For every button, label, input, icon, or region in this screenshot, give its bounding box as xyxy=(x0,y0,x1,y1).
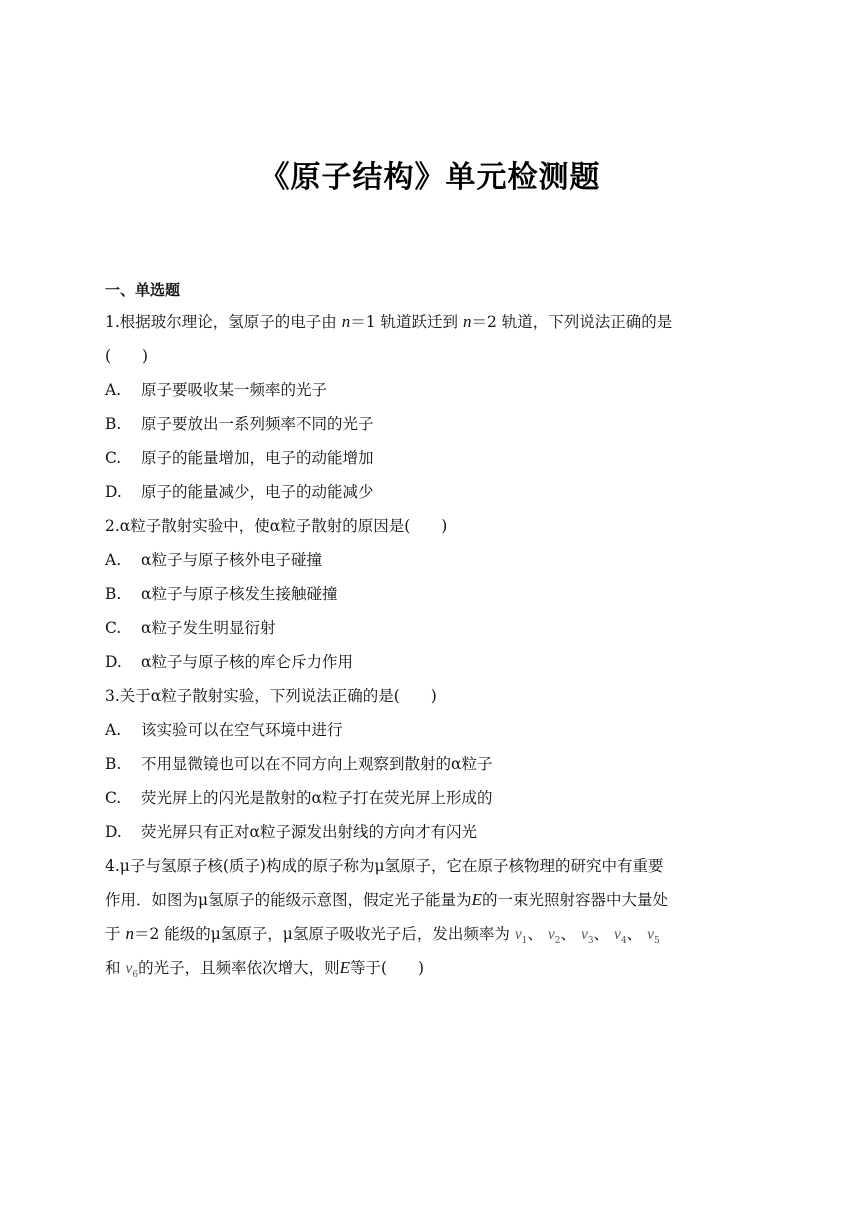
separator: 、 xyxy=(527,925,543,943)
question-4-line-1: 4.μ子与氢原子核(质子)构成的原子称为μ氢原子，它在原子核物理的研究中有重要 xyxy=(105,857,664,875)
variable-n: n xyxy=(341,312,351,331)
question-3-option-a[interactable] xyxy=(105,720,343,740)
variable-n: n xyxy=(125,924,134,943)
option-letter: D. xyxy=(105,653,122,671)
stem-text: 的一束光照射容器中大量处 xyxy=(481,891,668,909)
question-4-line-2 xyxy=(105,890,668,910)
option-text: 原子的能量减少，电子的动能减少 xyxy=(141,483,374,501)
stem-text: 和 xyxy=(105,959,126,977)
option-letter: C. xyxy=(105,789,122,807)
option-letter: A. xyxy=(105,381,122,399)
subscript: 4 xyxy=(620,936,627,947)
option-text: α粒子与原子核外电子碰撞 xyxy=(141,551,322,569)
option-text: 原子要吸收某一频率的光子 xyxy=(141,381,328,399)
subscript: 5 xyxy=(654,936,660,947)
nu-symbol: ν xyxy=(547,926,555,943)
nu-symbol: ν xyxy=(614,926,621,943)
option-letter: B. xyxy=(105,755,122,773)
question-1-option-b[interactable] xyxy=(105,414,374,434)
option-letter: B. xyxy=(105,585,122,603)
option-letter: A. xyxy=(105,551,122,569)
nu-symbol: ν xyxy=(580,926,588,943)
stem-text: ＝2 能级的μ氢原子，μ氢原子吸收光子后，发出频率为 xyxy=(133,925,515,943)
question-3-option-d[interactable] xyxy=(105,822,477,842)
option-text: α粒子与原子核的库仑斥力作用 xyxy=(141,653,353,671)
section-heading: 一、单选题 xyxy=(105,281,181,299)
option-letter: C. xyxy=(105,449,122,467)
question-2-option-d[interactable] xyxy=(105,652,353,672)
variable-e: E xyxy=(471,890,482,909)
nu-symbol: ν xyxy=(514,926,522,943)
option-text: 荧光屏上的闪光是散射的α粒子打在荧光屏上形成的 xyxy=(141,789,493,807)
option-text: α粒子发生明显衍射 xyxy=(141,619,276,637)
option-letter: A. xyxy=(105,721,122,739)
question-2-option-b[interactable] xyxy=(105,584,337,604)
question-3-option-c[interactable] xyxy=(105,788,492,808)
question-4-line-3 xyxy=(105,924,660,951)
question-2-option-c[interactable] xyxy=(105,618,275,638)
question-2-option-a[interactable] xyxy=(105,550,322,570)
question-1-stem xyxy=(105,312,672,332)
nu-symbol: ν xyxy=(647,926,655,943)
subscript: 1 xyxy=(521,936,528,947)
option-text: α粒子与原子核发生接触碰撞 xyxy=(141,585,338,603)
stem-text: 于 xyxy=(105,925,126,943)
variable-e: E xyxy=(339,958,350,977)
separator: 、 xyxy=(593,925,610,943)
subscript: 3 xyxy=(587,936,594,947)
subscript: 2 xyxy=(554,936,561,947)
option-text: 不用显微镜也可以在不同方向上观察到散射的α粒子 xyxy=(141,755,493,773)
separator: 、 xyxy=(626,925,643,943)
option-letter: D. xyxy=(105,823,122,841)
page-title: 《原子结构》单元检测题 xyxy=(259,160,601,195)
option-text: 该实验可以在空气环境中进行 xyxy=(141,721,343,739)
question-3-stem: 3.关于α粒子散射实验，下列说法正确的是( ) xyxy=(105,687,437,705)
stem-text: 作用．如图为μ氢原子的能级示意图，假定光子能量为 xyxy=(105,891,472,909)
stem-text: 等于( ) xyxy=(349,959,425,977)
question-1-paren: ( ) xyxy=(105,347,149,365)
stem-text: 1.根据玻尔理论，氢原子的电子由 xyxy=(105,313,342,331)
question-3-option-b[interactable] xyxy=(105,754,492,774)
option-letter: B. xyxy=(105,415,122,433)
variable-n: n xyxy=(462,312,472,331)
question-1-option-d[interactable] xyxy=(105,482,374,502)
stem-text: 的光子，且频率依次增大，则 xyxy=(138,959,340,977)
subscript: 6 xyxy=(132,970,139,981)
nu-symbol: ν xyxy=(125,960,133,977)
option-letter: D. xyxy=(105,483,122,501)
question-2-stem: 2.α粒子散射实验中，使α粒子散射的原因是( ) xyxy=(105,517,448,535)
question-4-line-4 xyxy=(105,958,424,985)
stem-text: ＝1 轨道跃迁到 xyxy=(350,313,463,331)
stem-text: ＝2 轨道，下列说法正确的是 xyxy=(471,313,673,331)
question-1-option-a[interactable] xyxy=(105,380,327,400)
separator: 、 xyxy=(560,925,577,943)
option-text: 原子的能量增加，电子的动能增加 xyxy=(141,449,374,467)
option-text: 原子要放出一系列频率不同的光子 xyxy=(141,415,374,433)
option-text: 荧光屏只有正对α粒子源发出射线的方向才有闪光 xyxy=(141,823,477,841)
question-1-option-c[interactable] xyxy=(105,448,374,468)
option-letter: C. xyxy=(105,619,122,637)
